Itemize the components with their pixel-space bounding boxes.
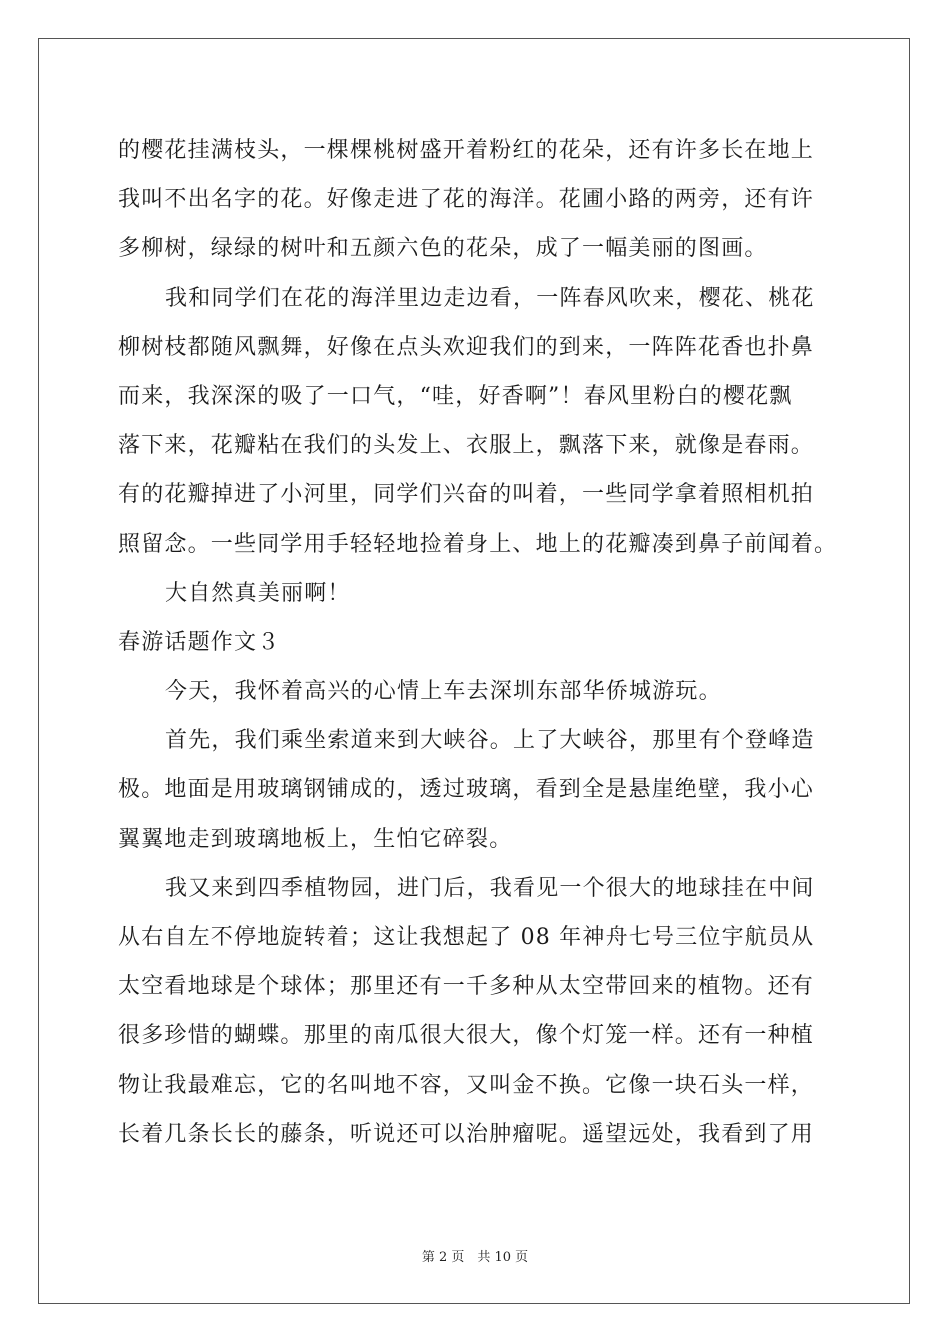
text-line-13: 首先，我们乘坐索道来到大峡谷。上了大峡谷，那里有个登峰造 <box>165 728 815 754</box>
section-heading: 春游话题作文３ <box>118 629 281 655</box>
document-body <box>118 126 838 1159</box>
text-line-15: 翼翼地走到玻璃地板上，生怕它碎裂。 <box>118 826 513 852</box>
text-line-2: 我叫不出名字的花。好像走进了花的海洋。花圃小路的两旁，还有许 <box>118 187 815 213</box>
text-line-5: 柳树枝都随风飘舞，好像在点头欢迎我们的到来，一阵阵花香也扑鼻 <box>118 334 815 360</box>
text-line-14: 极。地面是用玻璃钢铺成的，透过玻璃，看到全是悬崖绝壁，我小心 <box>118 777 815 803</box>
text-line-9: 照留念。一些同学用手轻轻地捡着身上、地上的花瓣凑到鼻子前闻着。 <box>118 531 838 557</box>
text-line-6: 而来，我深深的吸了一口气，“哇，好香啊”！春风里粉白的樱花飘 <box>118 383 793 409</box>
text-line-3: 多柳树，绿绿的树叶和五颜六色的花朵，成了一幅美丽的图画。 <box>118 236 768 262</box>
text-line-21: 长着几条长长的藤条，听说还可以治肿瘤呢。遥望远处，我看到了用 <box>118 1121 815 1147</box>
text-line-12: 今天，我怀着高兴的心情上车去深圳东部华侨城游玩。 <box>165 679 722 705</box>
text-line-7: 落下来，花瓣粘在我们的头发上、衣服上，飘落下来，就像是春雨。 <box>118 433 815 459</box>
text-line-18: 太空看地球是个球体；那里还有一千多种从太空带回来的植物。还有 <box>118 974 815 1000</box>
text-line-16: 我又来到四季植物园，进门后，我看见一个很大的地球挂在中间 <box>165 875 815 901</box>
text-line-17: 从右自左不停地旋转着；这让我想起了 08 年神舟七号三位宇航员从 <box>118 925 815 950</box>
text-line-1: 的樱花挂满枝头，一棵棵桃树盛开着粉红的花朵，还有许多长在地上 <box>118 138 815 163</box>
text-line-19: 很多珍惜的蝴蝶。那里的南瓜很大很大，像个灯笼一样。还有一种植 <box>118 1023 815 1049</box>
text-line-4: 我和同学们在花的海洋里边走边看，一阵春风吹来，樱花、桃花 <box>165 285 815 311</box>
text-line-8: 有的花瓣掉进了小河里，同学们兴奋的叫着，一些同学拿着照相机拍 <box>118 482 815 508</box>
text-line-10: 大自然真美丽啊！ <box>165 580 351 606</box>
page-number: 第 2 页 共 10 页 <box>421 1250 529 1265</box>
text-line-20: 物让我最难忘，它的名叫地不容，又叫金不换。它像一块石头一样， <box>118 1072 815 1098</box>
